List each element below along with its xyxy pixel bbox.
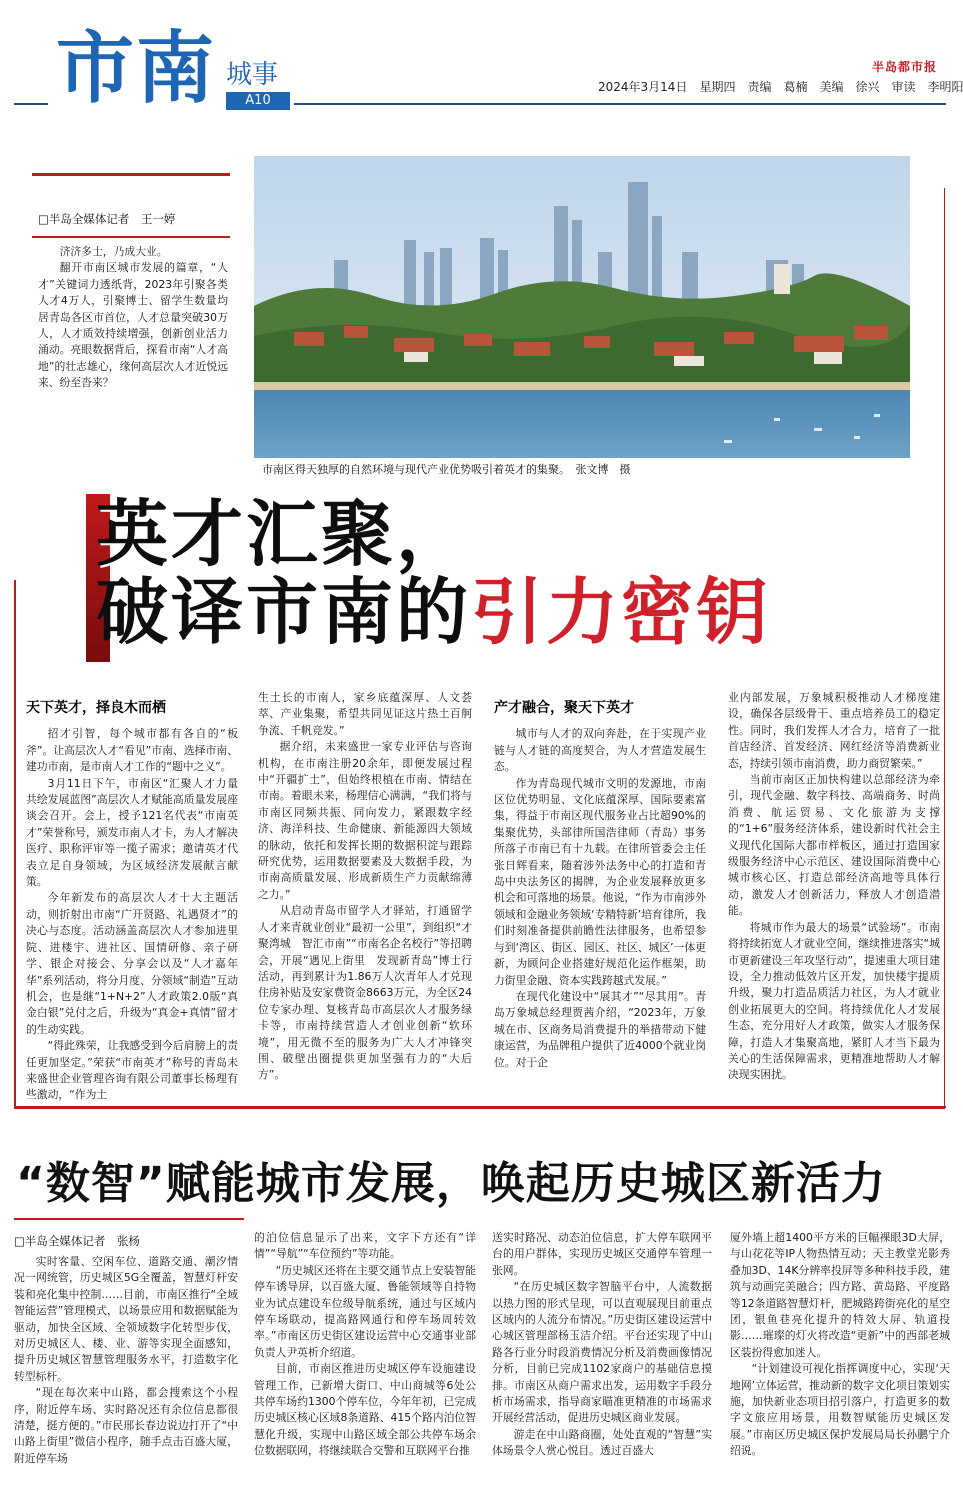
paragraph: “得此殊荣，让我感受到今后肩膀上的责任更加坚定。”荣获“市南英才”称号的青岛未来盛世企业管理咨询有限公司董事长杨理有些激动，“作为土: [26, 1039, 238, 1102]
paragraph: 今年新发布的高层次人才十大主题活动，则折射出市南“广开贤路、礼遇贤才”的决心与态度。活动涵盖高层次人才参加进里院、进楼宇、进社区、国情研修、亲子研学、银企对接会、分享会以及“人才嘉年华”系列活动，将分月度、分领域“制造”互动机会，也是继“1+N+2”人才政策2.0版“真金白银”兑付之后，升级为“真金+真情”留才的生动实践。: [26, 891, 238, 1036]
article1-column-3: [494, 694, 706, 1100]
byline-rule: [14, 1218, 244, 1220]
article2-column-1: [14, 1254, 238, 1500]
paragraph: 从启动青岛市留学人才驿站，打通留学人才来青就业创业“最初一公里”，到组织“才聚湾城 智汇市南”“市南名企名校行”等招聘会，开展“遇见上街里 发现新青岛”博士行活动，再到累计为1.86万人次青年人才兑现住房补贴及安家费资金8663万元，为全区24位专家办理、复核青岛市高层次人才服务绿卡等，市南持续营造人才创业创新“软环境”，用无微不至的服务为广大人才冲锋突围、破壁出圈提供更加坚强有力的“大后方”。: [258, 904, 472, 1082]
article2-column-2: [254, 1230, 476, 1500]
article1-lead: [38, 244, 228, 430]
article1-column-1: [26, 694, 249, 1102]
frame-bottom-rule: [14, 1106, 946, 1108]
paragraph: 3月11日下午，市南区“汇聚人才力量 共绘发展蓝图”高层次人才赋能高质量发展座谈会召开。会上，授予121名代表“市南英才”荣誉称号，颁发市南人才卡，为人才解决医疗、职称评审等一揽子需求；邀请英才代表立足自身领域，为区域经济发展献言献策。: [26, 776, 249, 889]
paragraph: 将城市作为最大的场景“试验场”。市南将持续拓宽人才就业空间，继续推进落实“城市更新建设三年攻坚行动”，提速重大项目建设，全力推动低效片区开发，加快楼宇提质升级，聚力打造品质活力社区，为人才就业创业拓展更大的空间。将持续优化人才发展生态，充分用好人才政策，做实人才服务保障，打造人才集聚高地，紧盯人才当下最为关心的生活保障需求，更精准地帮助人才解决现实困扰。: [728, 920, 940, 1082]
article1-column-2: [258, 690, 472, 1100]
section-title: 市南: [56, 24, 217, 114]
article2-column-4: [730, 1230, 950, 1500]
issue-info: 2024年3月14日 星期四 责编 葛楠 美编 徐兴 审读 李明阳: [598, 80, 963, 94]
paragraph: “计划建设可视化指挥调度中心，实现‘天地网’立体运营，推动新的数字文化项目策划实施，加快新业态项目招引落户，打造更多的数字文旅应用场景，用数智赋能历史城区发展。”市南区历史城区保护发展局局长孙鹏宁介绍说。: [730, 1362, 950, 1458]
article2-byline: □半岛全媒体记者 张杨: [14, 1234, 140, 1248]
city-skyline-photo: [254, 156, 910, 458]
paragraph: 目前，市南区推进历史城区停车设施建设管理工作，已新增大街口、中山商城等6处公共停车场约1300个停车位，今年年初，已完成历史城区核心区域8条道路、415个路内泊位智慧化升级，实现中山路区域全部公共停车场余位数据联网，将继续联合交警和互联网平台推: [254, 1362, 476, 1458]
paragraph: 游走在中山路商圈，处处直观的“智慧”实体场景令人赏心悦目。透过百盛大: [492, 1427, 712, 1458]
subheading: 产才融合，聚天下英才: [494, 700, 634, 716]
paragraph: 招才引智，每个城市都有各自的“板斧”。让高层次人才“看见”市南、选择市南、建功市南，是市南人才工作的“题中之义”。: [26, 727, 238, 774]
headline-line2-red: 引力密钥: [471, 569, 772, 654]
section-subtitle: 城事: [226, 60, 279, 90]
paragraph: 业内部发展，万象城积极推动人才梯度建设，确保各层级骨干、重点培养员工的稳定性。同时，我们发挥人才合力，培育了一批首店经济、首发经济、网红经济等消费新业态，持续引领市南消费，助力商贸繁荣。”: [728, 691, 940, 770]
article1-byline: □半岛全媒体记者 王一婷: [38, 212, 176, 226]
newspaper-logo: 半岛都市报: [872, 60, 938, 74]
paragraph: 在现代化建设中“展其才”“尽其用”。青岛万象城总经理贾茜介绍，“2023年，万象城在市、区商务局消费提升的举措带动下健康运营，为品牌租户提供了近4000个就业岗位。对于企: [494, 989, 706, 1069]
paragraph: 的泊位信息显示了出来，文字下方还有“详情”“导航”“车位预约”等功能。: [254, 1231, 476, 1261]
paragraph: 实时客量、空闲车位、道路交通、潮汐情况一网统管，历史城区5G全覆盖，智慧灯杆安装和亮化集中控制……目前，市南区推行“全域智能运营”管理模式，以场景应用和数据赋能为驱动，加快全区域、全领域数字化转型步伐，对历史城区人、楼、业、游等实现全面感知，提升历史城区智慧管理服务水平，打造数字化转型标杆。: [14, 1255, 238, 1383]
paragraph: 作为青岛现代城市文明的发源地，市南区位优势明显、文化底蕴深厚、国际要素富集，得益于市南区现代服务业占比超90%的集聚优势，头部律所国浩律师（青岛）事务所落子市南已有十九载。在律所管委会主任张日辉看来，随着涉外法务中心的打造和青岛中央法务区的揭牌，为企业发展释放更多机会和可落地的场景。他说，“作为市南涉外领域和金融业务领域‘专精特新’培育律所，我们时刻准备提供前瞻性法律服务，也希望参与到‘湾区、街区、园区、社区、城区’一体更新，为顾问企业搭建好规范化运作框架，助力街里金融、资本实践跨越式发展。”: [494, 776, 707, 987]
masthead-rule-right: [294, 103, 946, 105]
paragraph: “在历史城区数字智脑平台中，人流数据以热力图的形式呈现，可以直观展现目前重点区域内的人流分布情况。”历史街区建设运营中心城区管理部杨玉洁介绍。平台还实现了中山路各行业分时段消费情况分析及消费画像情况分析，目前已完成1102家商户的基础信息摸排。市南区从商户需求出发，运用数字手段分析市场需求，指导商家瞄准更精准的市场需求开展经营活动，促进历史城区商业发展。: [492, 1280, 712, 1425]
headline-line2-black: 破译市南的: [96, 569, 472, 654]
paragraph: “现在每次来中山路，都会搜索这个小程序，附近停车场、实时路况还有余位信息都很清楚，挺方便的。”市民邢长春边说边打开了“中山路上街里”微信小程序，随手点击百盛大厦，附近停车场: [14, 1386, 238, 1465]
paragraph: 当前市南区正加快构建以总部经济为牵引，现代金融、数字科技、高端商务、时尚消费、航运贸易、文化旅游为支撑的“1+6”服务经济体系，建设新时代社会主义现代化国际大都市样板区，通过打造国家级服务经济中心示范区、建设国际消费中心城市核心区、打造总部经济高地等具体行动，激发人才创新活力，释放人才创造潜能。: [728, 773, 940, 918]
paragraph: 厦外墙上超1400平方米的巨幅裸眼3D大屏，与山花花等IP人物热情互动；天主教堂光影秀叠加3D、14K分辨率投屏等多种科技手段，建筑与动画完美融合；四方路、黄岛路、平度路等12条道路智慧灯杆，肥城路跨街亮化的星空团，银鱼巷亮化提升的特效大屏、轨道投影……璀璨的灯火将改造“更新”中的西部老城区装扮得愈加迷人。: [730, 1231, 950, 1359]
paragraph: 城市与人才的双向奔赴，在于实现产业链与人才链的高度契合，为人才营造发展生态。: [494, 727, 706, 774]
article2-column-3: [492, 1230, 712, 1500]
paragraph: 据介绍，未来盛世一家专业评估与咨询机构，在市南注册20余年，即便发展过程中“开疆扩土”，但始终根植在市南、情结在市南。着眼未来，杨理信心满满，“我们将与市南区同频共振、同向发力，紧跟数字经济、海洋科技、生命健康、新能源四大领域的脉动，依托和发挥长期的数据积淀与跟踪研究优势，运用数据要素及大数据手段，为市南高质量发展、形成新质生产力贡献绵薄之力。”: [258, 740, 472, 901]
lead-paragraph: 济济多士，乃成大业。: [59, 245, 168, 258]
paragraph: 送实时路况、动态泊位信息，扩大停车联网平台的用户群体，实现历史城区交通停车管理一张网。: [492, 1231, 712, 1277]
article1-column-4: [728, 690, 940, 1100]
lead-paragraph: 翻开市南区城市发展的篇章，“人才”关键词力透纸背，2023年引聚各类人才4万人，引聚博士、留学生数量均居青岛各区市首位，人才总量突破30万人，人才质效持续增强，创新创业活力涌动。亮眼数据背后，探看市南“人才高地”的壮志雄心，缘何高层次人才近悦远来、纷至沓来？: [38, 261, 228, 390]
byline-rule-bottom: [32, 236, 230, 238]
frame-left-rule: [14, 580, 16, 1108]
masthead-rule-left: [14, 103, 48, 105]
paragraph: “历史城区还将在主要交通节点上安装智能停车诱导屏，以百盛大厦、鲁能领域等自持物业为试点建设车位级导航系统，通过与区域内停车场联动，提高路网通行和停车场周转效率。”市南区历史街区建设运营中心交通事业部负责人尹英析介绍道。: [254, 1263, 476, 1359]
headline-line2: [96, 569, 772, 654]
paragraph: 生土长的市南人，家乡底蕴深厚、人文荟萃、产业集聚，希望共同见证这片热土百舸争流、千帆竞发。”: [258, 691, 472, 737]
subheading: 天下英才，择良木而栖: [26, 700, 166, 716]
page-number: A10: [226, 92, 290, 110]
headline-line1: 英才汇聚，: [96, 491, 472, 576]
byline-rule-top: [32, 173, 230, 176]
article2-headline: “数智”赋能城市发展，唤起历史城区新活力: [16, 1158, 886, 1209]
photo-caption: 市南区得天独厚的自然环境与现代产业优势吸引着英才的集聚。 张文博 摄: [262, 463, 631, 476]
